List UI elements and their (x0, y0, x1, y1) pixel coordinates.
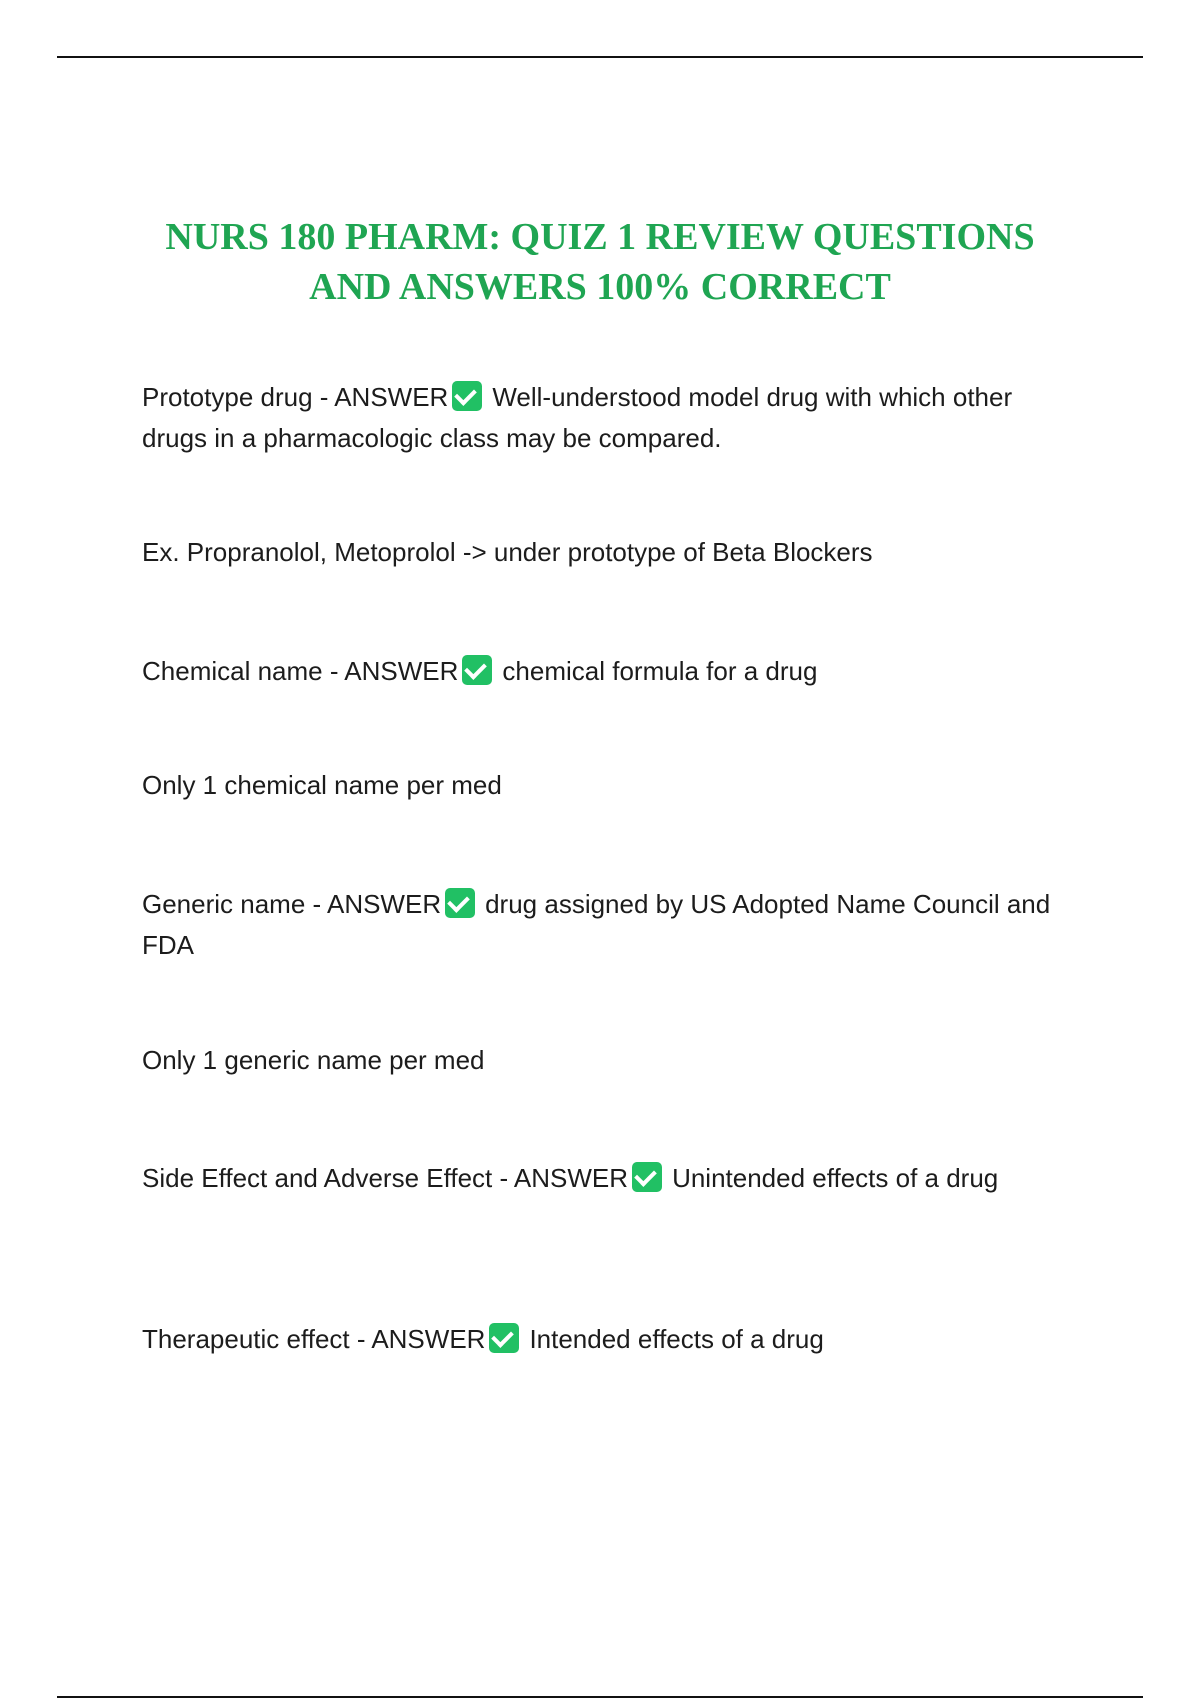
entry-answer: Well-understood model drug with which other drugs in a pharmacologic class may be compared. (142, 382, 1013, 453)
entry-note: Ex. Propranolol, Metoprolol -> under prototype of Beta Blockers (142, 537, 873, 567)
entry-term: Side Effect and Adverse Effect - ANSWER (142, 1163, 629, 1193)
entry-term: Chemical name - ANSWER (142, 656, 459, 686)
note-generic-name (142, 1040, 1072, 1081)
qa-entry-prototype-drug (142, 377, 1072, 459)
document-title (100, 212, 1100, 312)
entry-answer: Unintended effects of a drug (672, 1163, 999, 1193)
check-mark-icon (452, 381, 482, 411)
title-line-2: AND ANSWERS 100% CORRECT (309, 266, 891, 308)
entry-answer: drug assigned by US Adopted Name Council and FDA (142, 889, 1051, 960)
qa-entry-chemical-name (142, 651, 1072, 692)
header-rule (57, 56, 1143, 58)
entry-term: Therapeutic effect - ANSWER (142, 1324, 486, 1354)
note-prototype-example (142, 532, 1072, 573)
qa-entry-generic-name (142, 884, 1072, 966)
entry-answer: Intended effects of a drug (529, 1324, 824, 1354)
note-chemical-name (142, 765, 1072, 806)
check-mark-icon (632, 1162, 662, 1192)
qa-entry-therapeutic-effect (142, 1319, 1072, 1360)
entry-term: Generic name - ANSWER (142, 889, 442, 919)
check-mark-icon (445, 888, 475, 918)
qa-entry-side-effect (142, 1158, 1072, 1199)
check-mark-icon (462, 655, 492, 685)
check-mark-icon (489, 1323, 519, 1353)
entry-term: Prototype drug - ANSWER (142, 382, 449, 412)
footer-rule (57, 1696, 1143, 1698)
entry-note: Only 1 generic name per med (142, 1045, 485, 1075)
entry-note: Only 1 chemical name per med (142, 770, 502, 800)
title-line-1: NURS 180 PHARM: QUIZ 1 REVIEW QUESTIONS (165, 216, 1035, 258)
entry-answer: chemical formula for a drug (502, 656, 818, 686)
